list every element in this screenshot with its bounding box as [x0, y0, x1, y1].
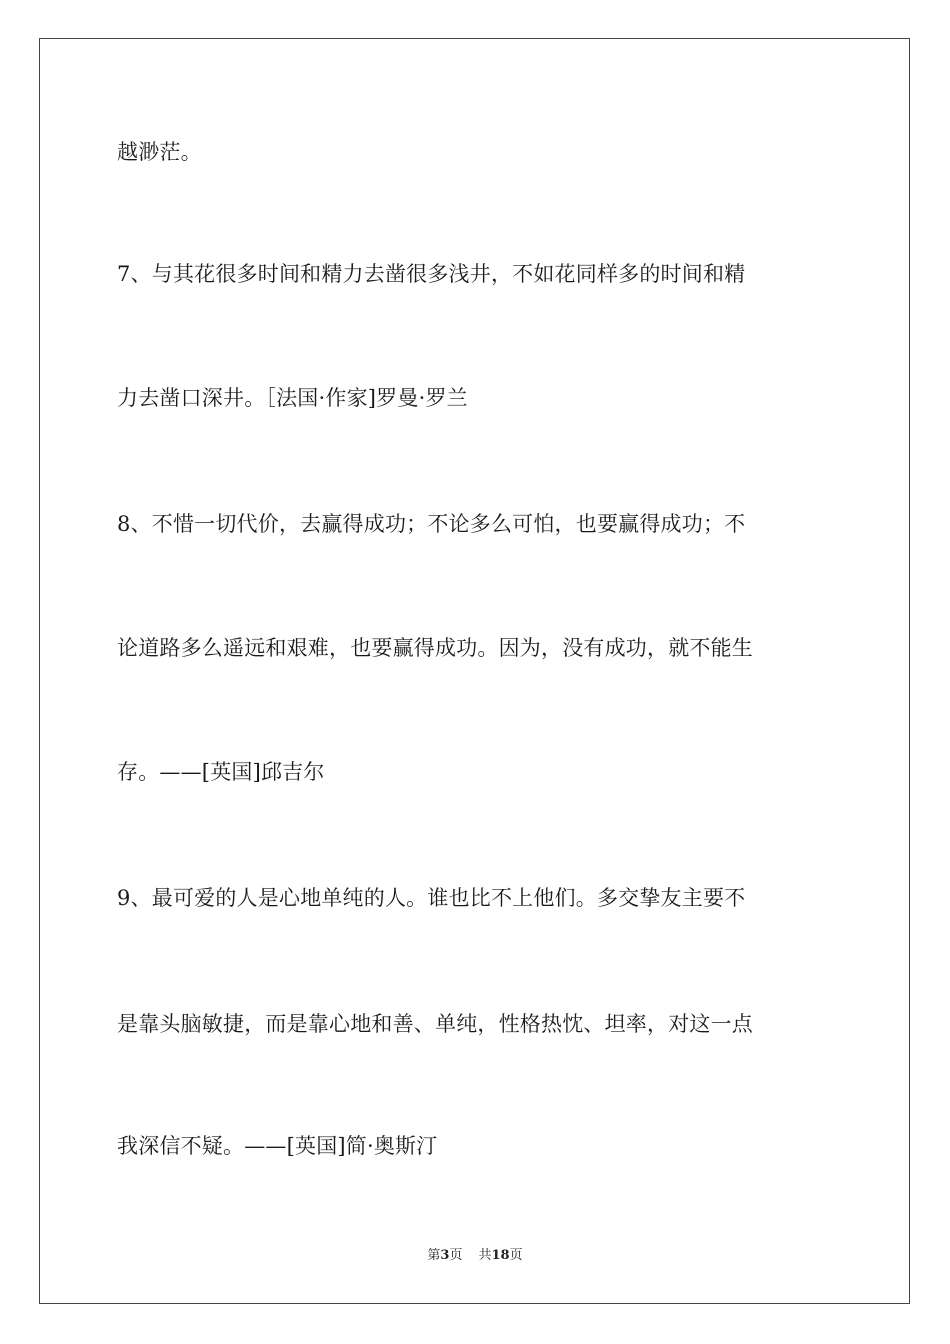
total-suffix: 页 — [509, 1248, 523, 1263]
text-line: 是靠头脑敏捷，而是靠心地和善、单纯，性格热忱、坦率，对这一点 — [117, 1012, 753, 1036]
page-number: 3 — [440, 1248, 450, 1263]
text-line: 我深信不疑。——[英国]简·奥斯汀 — [117, 1134, 438, 1158]
total-prefix: 共 — [478, 1248, 492, 1263]
text-line: 力去凿口深井。［法国·作家]罗曼·罗兰 — [117, 386, 468, 410]
text-line: 7、与其花很多时间和精力去凿很多浅井，不如花同样多的时间和精 — [117, 262, 746, 286]
text-line: 9、最可爱的人是心地单纯的人。谁也比不上他们。多交挚友主要不 — [117, 886, 746, 910]
page-footer — [0, 1248, 950, 1264]
text-line: 论道路多么遥远和艰难，也要赢得成功。因为，没有成功，就不能生 — [117, 636, 753, 660]
text-line: 8、不惜一切代价，去赢得成功；不论多么可怕，也要赢得成功；不 — [117, 512, 746, 536]
total-pages: 18 — [491, 1248, 510, 1263]
page-suffix: 页 — [449, 1248, 463, 1263]
text-line: 存。——[英国]邱吉尔 — [117, 760, 325, 784]
text-line: 越渺茫。 — [117, 140, 202, 164]
page-prefix: 第 — [427, 1248, 441, 1263]
page-border — [39, 38, 910, 1304]
